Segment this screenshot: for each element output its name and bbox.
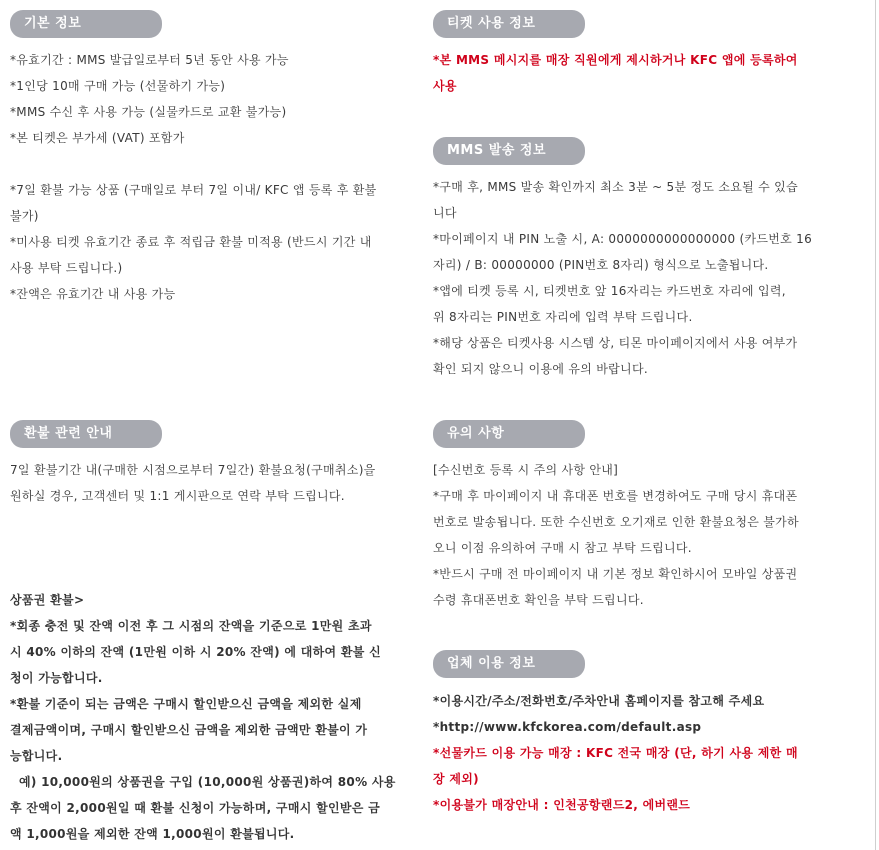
notice-line: *반드시 구매 전 마이페이지 내 기본 정보 확인하시어 모바일 상품권: [433, 567, 798, 581]
notice-line: *구매 후 마이페이지 내 휴대폰 번호를 변경하여도 구매 당시 휴대폰: [433, 489, 798, 503]
voucher-refund-line: 시 40% 이하의 잔액 (1만원 이하 시 20% 잔액) 에 대하여 환불 신: [10, 645, 382, 659]
mms-info-line: *해당 상품은 티켓사용 시스템 상, 티몬 마이페이지에서 사용 여부가: [433, 336, 798, 350]
voucher-refund-heading: 상품권 환불>: [10, 593, 85, 607]
voucher-refund-line: 청이 가능합니다.: [10, 671, 103, 685]
voucher-refund-line: *회종 충전 및 잔액 이전 후 그 시점의 잔액을 기준으로 1만원 초과: [10, 619, 372, 633]
mms-info-list: [433, 174, 812, 382]
mms-info-line: 확인 되지 않으니 이용에 유의 바랍니다.: [433, 362, 648, 376]
voucher-refund-line: *환불 기준이 되는 금액은 구매시 할인받으신 금액을 제외한 실제: [10, 697, 362, 711]
ticket-usage-line: 사용: [433, 79, 457, 93]
section-header-business-info: 업체 이용 정보: [433, 650, 585, 678]
ticket-usage-list: [433, 47, 798, 99]
voucher-refund-list: [10, 587, 396, 847]
basic-info-line: *7일 환불 가능 상품 (구매일로 부터 7일 이내/ KFC 앱 등록 후 환불: [10, 183, 377, 197]
ticket-usage-line: *본 MMS 메시지를 매장 직원에게 제시하거나 KFC 앱에 등록하여: [433, 53, 798, 67]
business-info-line: *이용시간/주소/전화번호/주차안내 홈페이지를 참고해 주세요: [433, 694, 765, 708]
basic-info-list: [10, 47, 289, 151]
voucher-refund-line: 결제금액이며, 구매시 할인받으신 금액을 제외한 금액만 환불이 가: [10, 723, 368, 737]
notice-line: 번호로 발송됩니다. 또한 수신번호 오기재로 인한 환불요청은 불가하: [433, 515, 799, 529]
notice-line: [수신번호 등록 시 주의 사항 안내]: [433, 463, 619, 477]
basic-info-line: *MMS 수신 후 사용 가능 (실물카드로 교환 불가능): [10, 105, 287, 119]
refund-info-line: 원하실 경우, 고객센터 및 1:1 게시판으로 연락 부탁 드립니다.: [10, 489, 345, 503]
basic-info-line: *미사용 티켓 유효기간 종료 후 적립금 환불 미적용 (반드시 기간 내: [10, 235, 372, 249]
section-header-notice: 유의 사항: [433, 420, 585, 448]
basic-info-line: *1인당 10매 구매 가능 (선물하기 가능): [10, 79, 226, 93]
notice-list: [433, 457, 799, 613]
business-info-list: [433, 688, 798, 818]
refund-info-list: [10, 457, 376, 509]
voucher-refund-line: 예) 10,000원의 상품권을 구입 (10,000원 상품권)하여 80% 사용: [10, 775, 396, 789]
business-info-link[interactable]: *http://www.kfckorea.com/default.asp: [433, 720, 702, 734]
mms-info-line: 위 8자리는 PIN번호 자리에 입력 부탁 드립니다.: [433, 310, 693, 324]
section-header-mms-info: MMS 발송 정보: [433, 137, 585, 165]
business-info-red-line: *선물카드 이용 가능 매장 : KFC 전국 매장 (단, 하기 사용 제한 매: [433, 746, 798, 760]
refund-info-line: 7일 환불기간 내(구매한 시점으로부터 7일간) 환불요청(구매취소)을: [10, 463, 376, 477]
section-header-basic-info: 기본 정보: [10, 10, 162, 38]
right-border: [875, 0, 876, 850]
section-header-refund-info: 환불 관련 안내: [10, 420, 162, 448]
business-info-red-line: 장 제외): [433, 772, 479, 786]
notice-line: 오니 이점 유의하여 구매 시 참고 부탁 드립니다.: [433, 541, 692, 555]
voucher-refund-line: 능합니다.: [10, 749, 63, 763]
mms-info-line: *앱에 티켓 등록 시, 티켓번호 앞 16자리는 카드번호 자리에 입력,: [433, 284, 786, 298]
basic-info-line: 불가): [10, 209, 39, 223]
basic-info-line: *유효기간 : MMS 발급일로부터 5년 동안 사용 가능: [10, 53, 289, 67]
basic-info-refund-list: [10, 177, 377, 307]
voucher-refund-line: 후 잔액이 2,000원일 때 환불 신청이 가능하며, 구매시 할인받은 금: [10, 801, 381, 815]
basic-info-line: *본 티켓은 부가세 (VAT) 포함가: [10, 131, 185, 145]
mms-info-line: 니다: [433, 206, 457, 220]
basic-info-line: 사용 부탁 드립니다.): [10, 261, 123, 275]
business-info-red-line: *이용불가 매장안내 : 인천공항랜드2, 에버랜드: [433, 798, 691, 812]
mms-info-line: *구매 후, MMS 발송 확인까지 최소 3분 ~ 5분 정도 소요될 수 있습: [433, 180, 798, 194]
mms-info-line: 자리) / B: 00000000 (PIN번호 8자리) 형식으로 노출됩니다.: [433, 258, 769, 272]
notice-line: 수령 휴대폰번호 확인을 부탁 드립니다.: [433, 593, 644, 607]
voucher-refund-line: 액 1,000원을 제외한 잔액 1,000원이 환불됩니다.: [10, 827, 295, 841]
basic-info-line: *잔액은 유효기간 내 사용 가능: [10, 287, 176, 301]
section-header-ticket-usage: 티켓 사용 정보: [433, 10, 585, 38]
mms-info-line: *마이페이지 내 PIN 노출 시, A: 0000000000000000 (카드번호 16: [433, 232, 813, 246]
